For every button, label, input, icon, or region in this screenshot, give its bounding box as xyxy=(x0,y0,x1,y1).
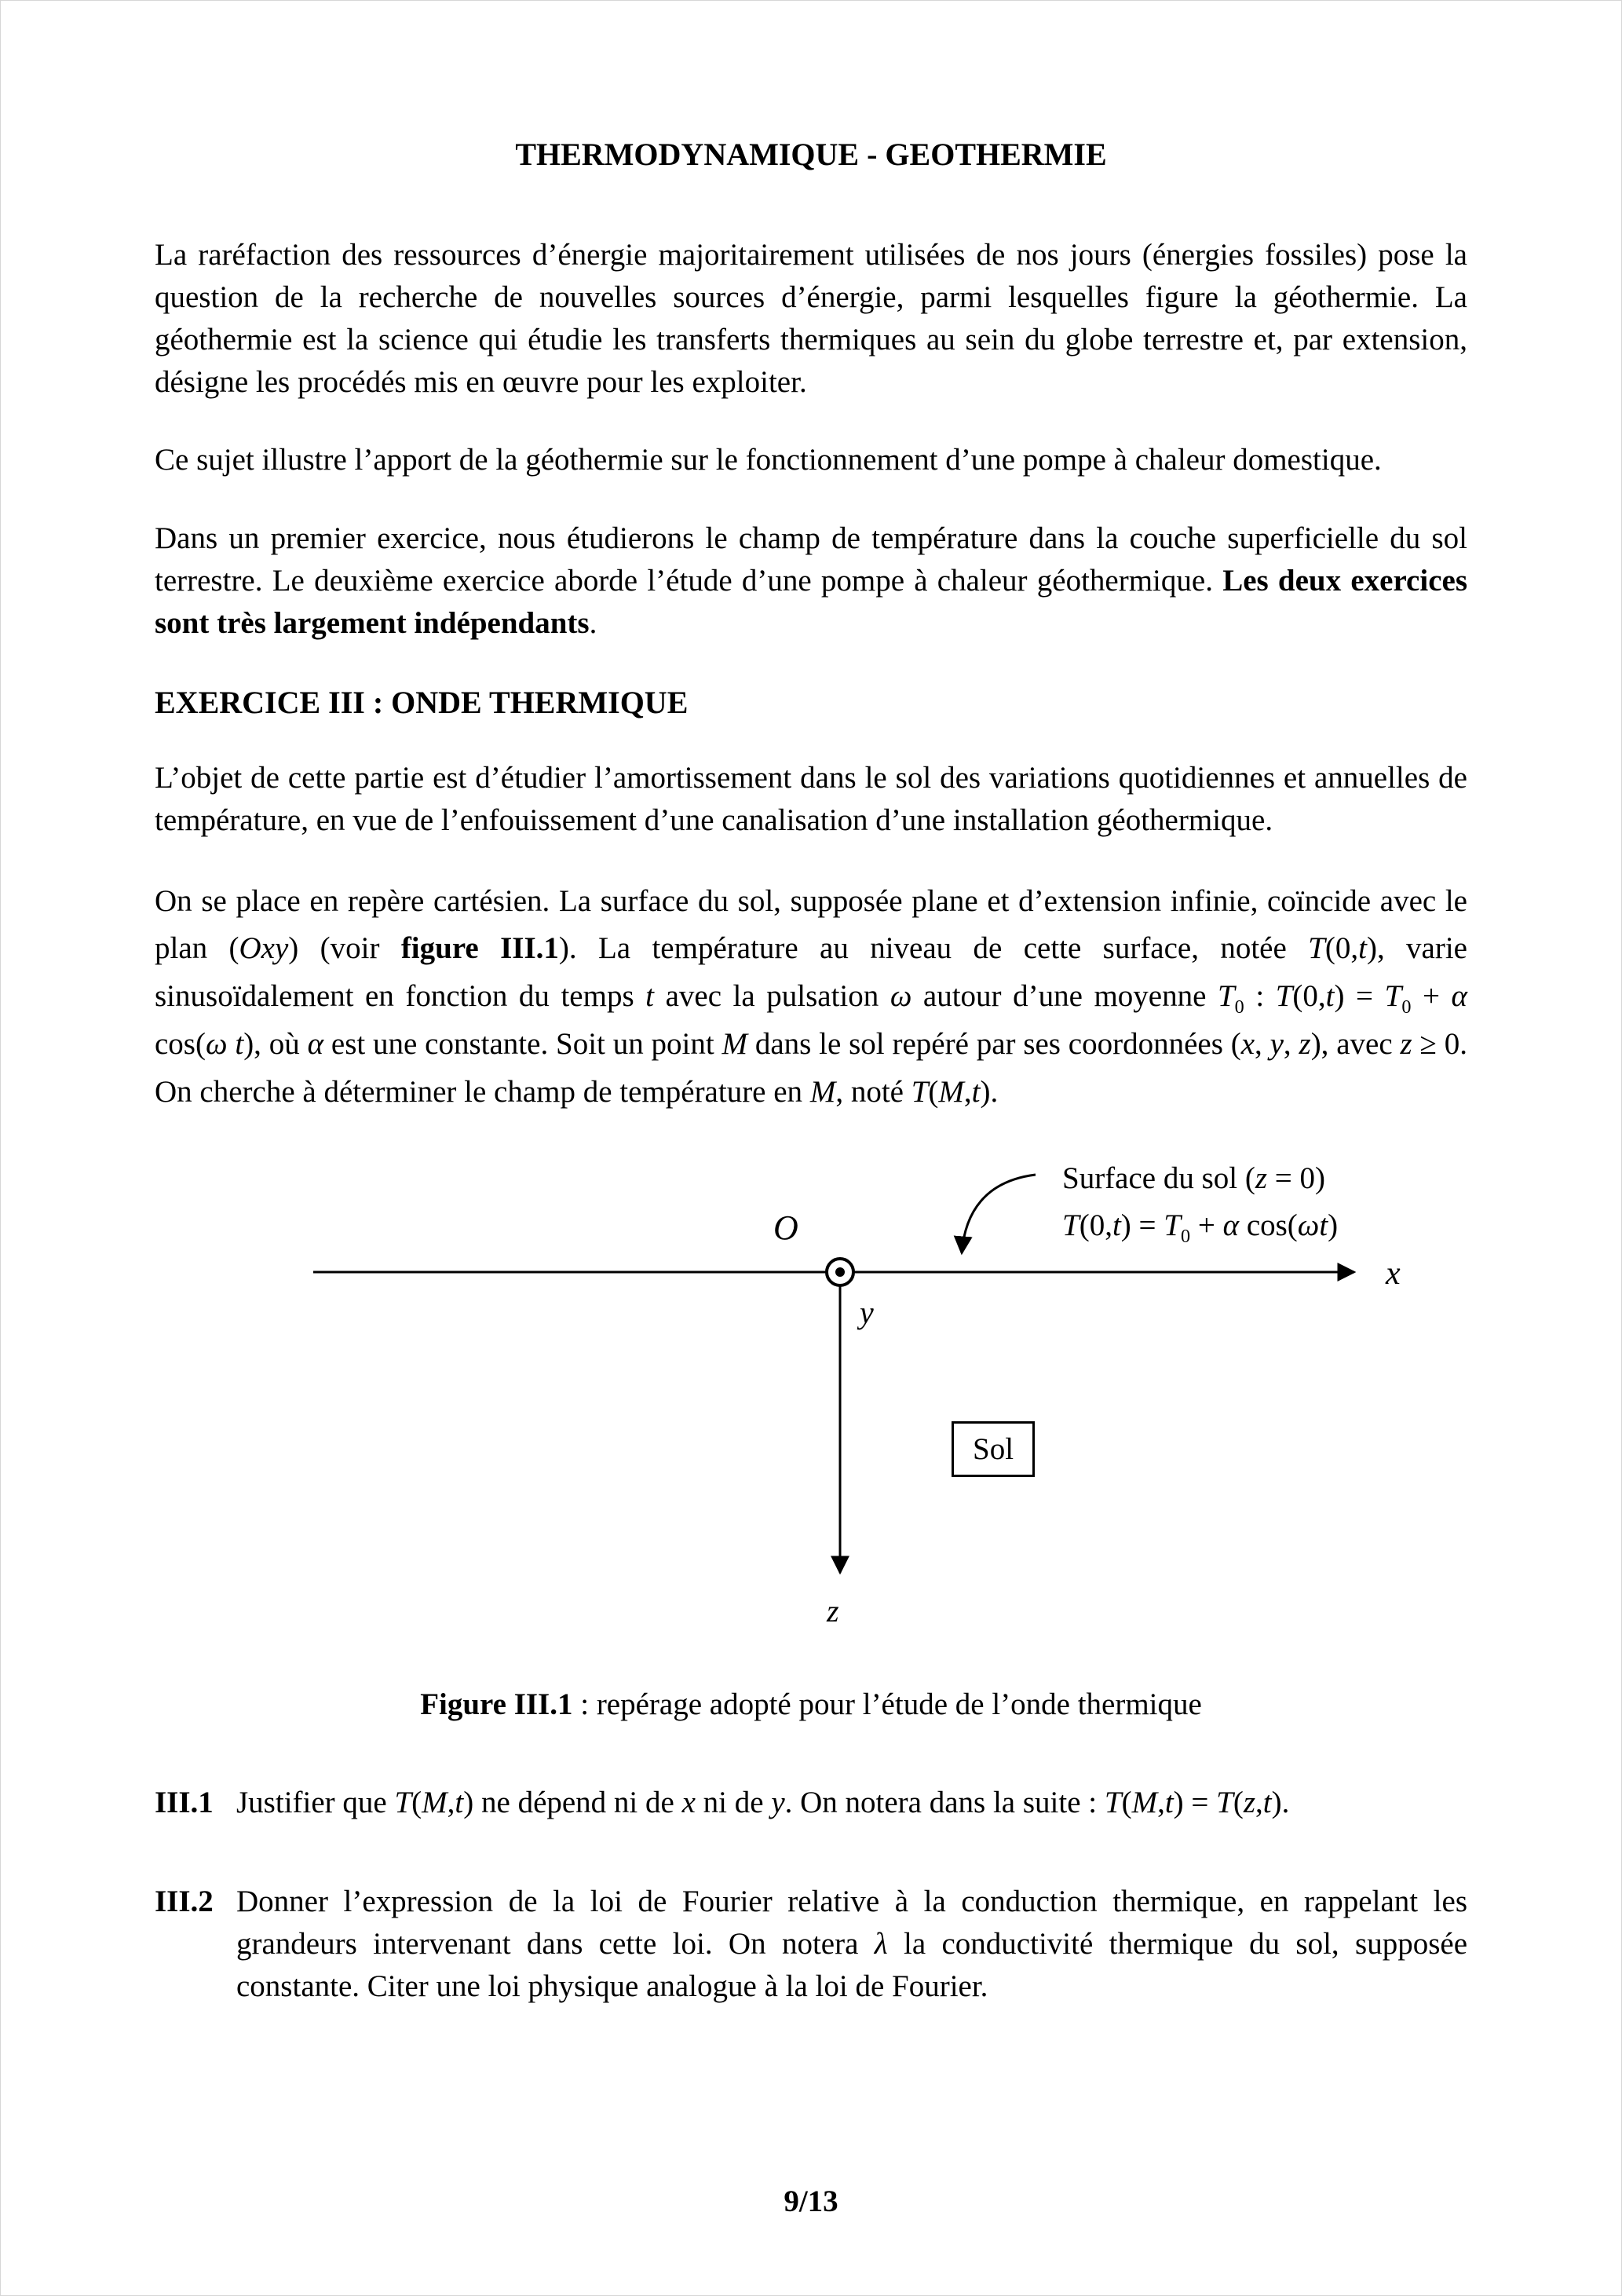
surface-label: Surface du sol (z = 0) xyxy=(1062,1161,1326,1195)
figure-iii-1 xyxy=(155,1153,1467,1655)
figure-caption: Figure III.1 : repérage adopté pour l’étude de l’onde thermique xyxy=(420,1687,1202,1721)
question-iii-2-text: Donner l’expression de la loi de Fourier relative à la conduction thermique, en rappelant les grandeurs intervenant dans cette loi. On notera λ la conductivité thermique du sol, supposée constante. Citer une loi physique analogue à la loi de Fourier. xyxy=(236,1885,1468,2003)
x-axis-label: x xyxy=(1386,1255,1401,1292)
question-iii-1-text: Justifier que T(M,t) ne dépend ni de x ni de y. On notera dans la suite : T(M,t) = T(z,t). xyxy=(236,1786,1290,1820)
exercise-paragraph-2: On se place en repère cartésien. La surface du sol, supposée plane et d’extension infinie, coïncide avec le plan (Oxy) (voir figure III.1). La température au niveau de cette surface, notée T(0,t), varie sinusoïdalement en fonction du temps t avec la pulsation ω autour d’une moyenne $T_0$ : $T(0,t) = T_0 + \alpha$ cos(ω t), où α est une constante. Soit un point M dans le sol repéré par ses coordonnées (x, y, z), avec z ≥ 0. On cherche à déterminer le champ de température en M, noté T(M,t). xyxy=(155,883,1468,1109)
surface-annotation-arrow xyxy=(962,1175,1036,1253)
surface-formula-label: $T(0,t) = T_0 + \alpha$ cos(ωt) xyxy=(1062,1208,1339,1247)
question-iii-2-number: III.2 xyxy=(155,1885,214,1919)
exercise-paragraph-1: L’objet de cette partie est d’étudier l’amortissement dans le sol des variations quotidiennes et annuelles de température, en vue de l’enfouissement d’une canalisation d’une installation géothermique. xyxy=(155,760,1467,837)
origin-dot xyxy=(835,1267,845,1277)
z-axis-label: z xyxy=(827,1592,839,1629)
page-content xyxy=(1,1,1621,2008)
intro-paragraph-1: La raréfaction des ressources d’énergie majoritairement utilisées de nos jours (énergies fossiles) pose la question de la recherche de nouvelles sources d’énergie, parmi lesquelles figure la géothermie. La géothermie est la science qui étudie les transferts thermiques au sein du globe terrestre et, par extension, désigne les procédés mis en œuvre pour les exploiter. xyxy=(155,238,1467,399)
intro-paragraph-3: Dans un premier exercice, nous étudierons le champ de température dans la couche superficielle du sol terrestre. Le deuxième exercice aborde l’étude d’une pompe à chaleur géothermique. Les deux exercices sont très largement indépendants. xyxy=(155,521,1468,640)
page-number: 9/13 xyxy=(784,2184,838,2219)
intro-paragraph-2: Ce sujet illustre l’apport de la géothermie sur le fonctionnement d’une pompe à chaleur domestique. xyxy=(155,443,1382,477)
sol-box xyxy=(952,1421,1035,1478)
question-iii-1-number: III.1 xyxy=(155,1786,214,1820)
sol-label: Sol xyxy=(973,1431,1014,1466)
page-title: THERMODYNAMIQUE - GEOTHERMIE xyxy=(515,137,1107,172)
exercise-heading: EXERCICE III : ONDE THERMIQUE xyxy=(155,684,689,720)
question-iii-2 xyxy=(155,1881,1467,2007)
origin-label: O xyxy=(773,1208,798,1247)
question-iii-1 xyxy=(155,1782,1467,1824)
y-axis-label: y xyxy=(860,1294,874,1330)
